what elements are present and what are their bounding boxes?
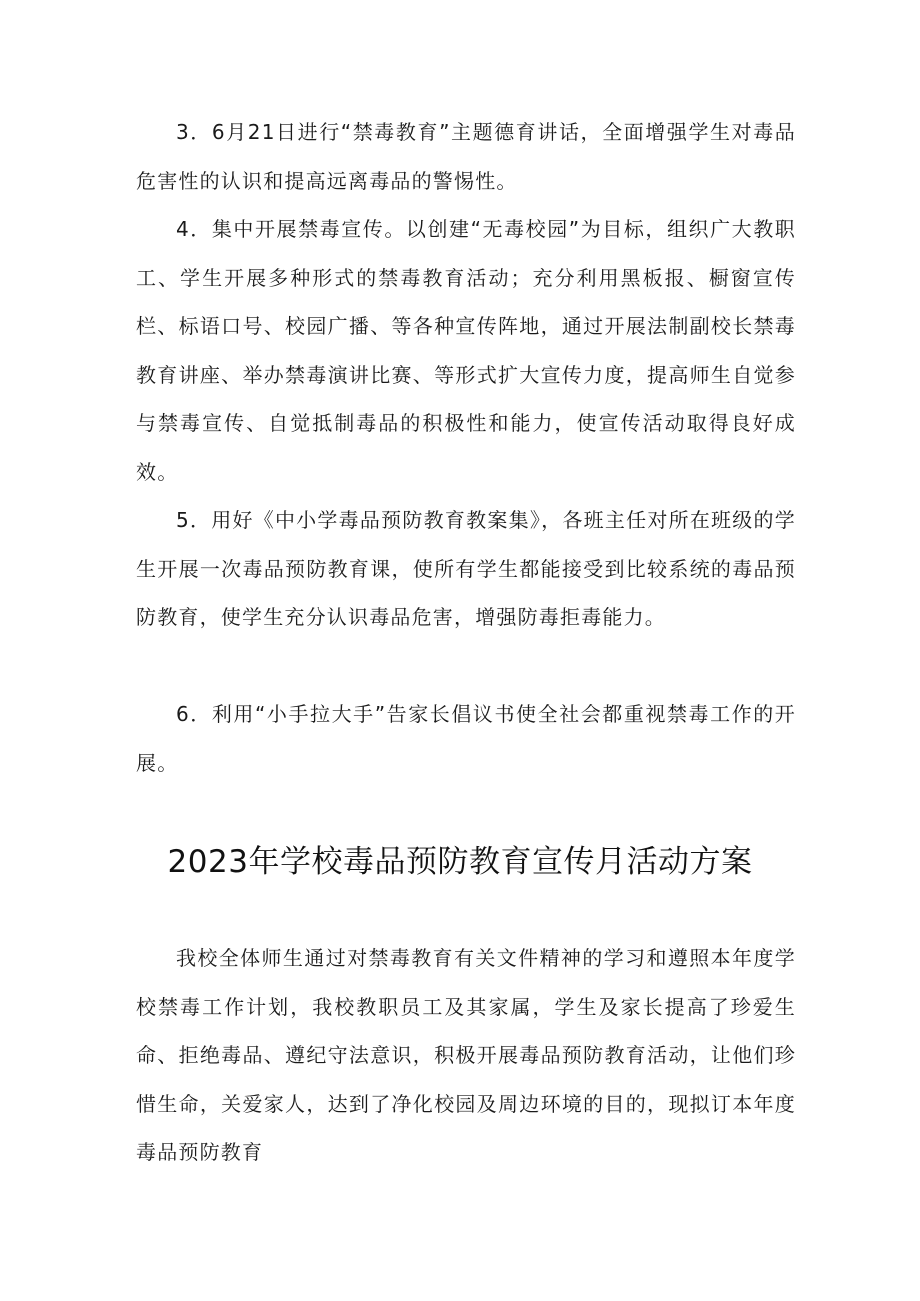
paragraph-item-4: 4．集中开展禁毒宣传。以创建“无毒校园”为目标，组织广大教职工、学生开展多种形式的禁毒教育活动；充分利用黑板报、橱窗宣传栏、标语口号、校园广播、等各种宣传阵地，通过开展法制副校长禁毒教育讲座、举办禁毒演讲比赛、等形式扩大宣传力度，提高师生自觉参与禁毒宣传、自觉抵制毒品的积极性和能力，使宣传活动取得良好成效。	[136, 217, 796, 484]
intro-paragraph: 我校全体师生通过对禁毒教育有关文件精神的学习和遵照本年度学校禁毒工作计划，我校教职员工及其家属，学生及家长提高了珍爱生命、拒绝毒品、遵纪守法意识，积极开展毒品预防教育活动，让他们珍惜生命，关爱家人，达到了净化校园及周边环境的目的，现拟订本年度毒品预防教育	[136, 946, 796, 1164]
paragraph-item-6: 6．利用“小手拉大手”告家长倡议书使全社会都重视禁毒工作的开展。	[136, 702, 796, 775]
document-title: 2023年学校毒品预防教育宣传月活动方案	[167, 844, 753, 880]
paragraph-item-3: 3．6月21日进行“禁毒教育”主题德育讲话，全面增强学生对毒品危害性的认识和提高远离毒品的警惕性。	[136, 120, 796, 193]
paragraph-item-5: 5．用好《中小学毒品预防教育教案集》，各班主任对所在班级的学生开展一次毒品预防教育课，使所有学生都能接受到比较系统的毒品预防教育，使学生充分认识毒品危害，增强防毒拒毒能力。	[136, 508, 796, 629]
